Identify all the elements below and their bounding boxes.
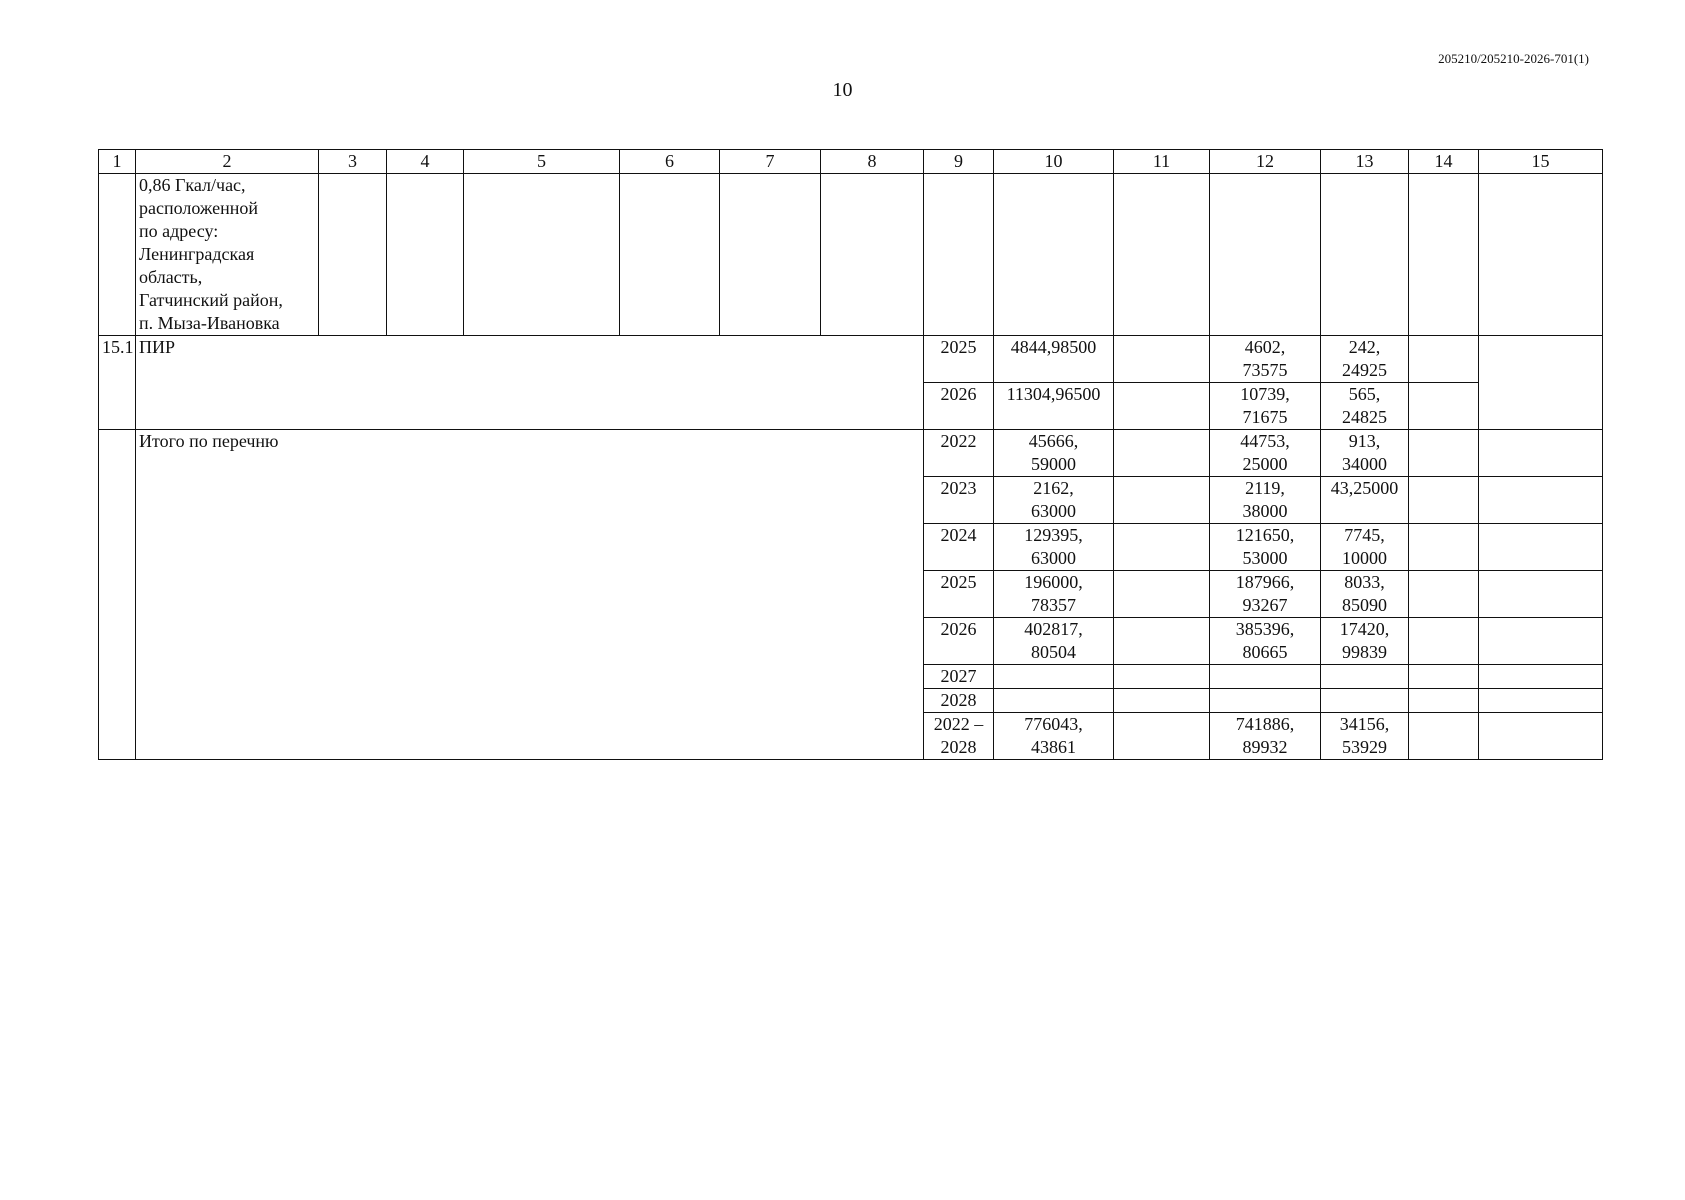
amount-cell <box>1210 571 1321 618</box>
empty-cell <box>1114 336 1210 383</box>
empty-cell <box>620 174 720 336</box>
empty-cell <box>1409 618 1479 665</box>
amount-cell-line: 24925 <box>1342 360 1387 380</box>
column-header: 11 <box>1114 150 1210 174</box>
total-amount-cell <box>994 665 1114 689</box>
total-amount-cell <box>994 571 1114 618</box>
amount-cell-line: 4602, <box>1244 337 1286 357</box>
year-cell: 2025 <box>924 336 994 383</box>
empty-cell <box>1114 477 1210 524</box>
amount-cell <box>1321 665 1409 689</box>
document-id: 205210/205210-2026-701(1) <box>1438 51 1589 66</box>
empty-cell <box>1114 430 1210 477</box>
total-amount-cell <box>994 689 1114 713</box>
object-description <box>136 174 319 336</box>
year-cell <box>924 689 994 713</box>
empty-cell <box>1114 524 1210 571</box>
column-header: 3 <box>319 150 387 174</box>
total-amount-cell-line: 63000 <box>1031 548 1076 568</box>
total-amount-cell-line: 776043, <box>1024 714 1083 734</box>
amount-cell-line: 187966, <box>1235 572 1295 592</box>
row-label: ПИР <box>136 336 924 430</box>
total-amount-cell <box>994 524 1114 571</box>
amount-cell-line: 741886, <box>1235 714 1295 734</box>
amount-cell <box>1210 665 1321 689</box>
amount-cell-line: 44753, <box>1240 431 1290 451</box>
column-header: 14 <box>1409 150 1479 174</box>
column-header: 8 <box>821 150 924 174</box>
empty-cell <box>1321 174 1409 336</box>
amount-cell <box>1321 618 1409 665</box>
total-amount-cell-line: 402817, <box>1024 619 1083 639</box>
column-header: 12 <box>1210 150 1321 174</box>
empty-cell <box>1409 430 1479 477</box>
object-description-line: расположенной <box>139 198 258 218</box>
amount-cell-line: 385396, <box>1235 619 1295 639</box>
total-amount-cell <box>994 430 1114 477</box>
year-cell <box>924 713 994 760</box>
column-header: 9 <box>924 150 994 174</box>
empty-cell <box>99 174 136 336</box>
amount-cell-line: 71675 <box>1242 407 1288 427</box>
table-row <box>99 336 1603 383</box>
amount-cell-line: 25000 <box>1242 454 1288 474</box>
year-cell <box>924 430 994 477</box>
amount-cell <box>1210 618 1321 665</box>
total-amount-cell-line: 2162, <box>1033 478 1074 498</box>
amount-cell <box>1210 383 1321 430</box>
amount-cell <box>1210 713 1321 760</box>
empty-cell <box>1210 174 1321 336</box>
page-number: 10 <box>832 79 853 101</box>
amount-cell-line: 2119, <box>1245 478 1285 498</box>
empty-cell <box>1409 524 1479 571</box>
empty-cell <box>1409 336 1479 383</box>
year-cell <box>924 524 994 571</box>
empty-cell <box>1479 524 1603 571</box>
financing-table <box>98 149 1603 760</box>
year-cell-line: 2028 <box>940 737 977 757</box>
year-cell: 2026 <box>924 383 994 430</box>
amount-cell-line: 43,25000 <box>1330 478 1399 498</box>
table-row <box>99 430 1603 477</box>
amount-cell-line: 99839 <box>1342 642 1387 662</box>
empty-cell <box>1114 618 1210 665</box>
total-amount-cell <box>994 713 1114 760</box>
amount-cell <box>1321 571 1409 618</box>
empty-cell <box>994 174 1114 336</box>
continuation-row <box>99 174 1603 336</box>
amount-cell-line: 7745, <box>1344 525 1385 545</box>
column-header: 13 <box>1321 150 1409 174</box>
empty-cell <box>1409 713 1479 760</box>
empty-cell <box>1409 174 1479 336</box>
column-header: 6 <box>620 150 720 174</box>
header-row <box>99 150 1603 174</box>
empty-cell <box>1114 383 1210 430</box>
column-header: 2 <box>136 150 319 174</box>
year-cell-line: 2026 <box>940 619 977 639</box>
amount-cell <box>1321 383 1409 430</box>
year-cell <box>924 618 994 665</box>
total-amount-cell-line: 59000 <box>1031 454 1076 474</box>
amount-cell <box>1210 336 1321 383</box>
amount-cell-line: 565, <box>1348 384 1381 404</box>
amount-cell-line: 93267 <box>1242 595 1288 615</box>
total-amount-cell-line: 129395, <box>1024 525 1083 545</box>
empty-cell <box>1114 174 1210 336</box>
empty-cell <box>821 174 924 336</box>
object-description-line: область, <box>139 267 203 287</box>
object-description-line: Гатчинский район, <box>139 290 283 310</box>
year-cell-line: 2027 <box>940 666 977 686</box>
empty-cell <box>924 174 994 336</box>
amount-cell <box>1321 430 1409 477</box>
amount-cell <box>1210 689 1321 713</box>
amount-cell-line: 80665 <box>1242 642 1288 662</box>
year-cell <box>924 477 994 524</box>
empty-cell <box>1479 618 1603 665</box>
total-amount-cell-line: 80504 <box>1031 642 1076 662</box>
column-header: 4 <box>387 150 464 174</box>
empty-cell <box>1479 430 1603 477</box>
amount-cell-line: 53000 <box>1242 548 1288 568</box>
year-cell-line: 2022 – <box>933 714 984 734</box>
amount-cell-line: 913, <box>1348 431 1381 451</box>
object-description-line: 0,86 Гкал/час, <box>139 175 246 195</box>
amount-cell <box>1210 477 1321 524</box>
column-header: 1 <box>99 150 136 174</box>
amount-cell-line: 242, <box>1348 337 1381 357</box>
empty-cell <box>319 174 387 336</box>
total-amount-cell-line: 45666, <box>1028 431 1079 451</box>
total-amount-cell <box>994 477 1114 524</box>
amount-cell-line: 53929 <box>1342 737 1387 757</box>
object-description-line: п. Мыза-Ивановка <box>139 313 280 333</box>
empty-cell <box>1479 174 1603 336</box>
amount-cell-line: 34156, <box>1339 714 1390 734</box>
amount-cell-line: 73575 <box>1242 360 1288 380</box>
empty-cell <box>1479 477 1603 524</box>
amount-cell-line: 10739, <box>1240 384 1290 404</box>
empty-cell <box>1114 689 1210 713</box>
year-cell <box>924 665 994 689</box>
total-amount-cell-line: 63000 <box>1031 501 1076 521</box>
amount-cell-line: 24825 <box>1342 407 1387 427</box>
year-cell-line: 2025 <box>940 572 977 592</box>
total-label: Итого по перечню <box>136 430 924 760</box>
empty-cell <box>1114 713 1210 760</box>
amount-cell <box>1321 336 1409 383</box>
empty-cell <box>1479 689 1603 713</box>
amount-cell <box>1321 713 1409 760</box>
year-cell-line: 2022 <box>940 431 977 451</box>
total-amount-cell-line: 43861 <box>1031 737 1076 757</box>
amount-cell <box>1321 524 1409 571</box>
empty-cell <box>1409 571 1479 618</box>
amount-cell-line: 10000 <box>1342 548 1387 568</box>
object-description-line: Ленинградская <box>139 244 255 264</box>
empty-cell <box>1479 713 1603 760</box>
column-header: 15 <box>1479 150 1603 174</box>
empty-cell <box>387 174 464 336</box>
year-cell-line: 2028 <box>940 690 977 710</box>
object-description-line: по адресу: <box>139 221 219 241</box>
amount-cell <box>1321 689 1409 713</box>
empty-cell <box>1114 571 1210 618</box>
amount-cell-line: 8033, <box>1344 572 1385 592</box>
amount-cell <box>1210 524 1321 571</box>
empty-cell <box>464 174 620 336</box>
amount-cell-line: 34000 <box>1342 454 1387 474</box>
amount-cell <box>1210 430 1321 477</box>
empty-cell <box>1409 665 1479 689</box>
empty-cell <box>1114 665 1210 689</box>
total-amount-cell: 4844,98500 <box>994 336 1114 383</box>
year-cell-line: 2023 <box>940 478 977 498</box>
empty-cell <box>1479 571 1603 618</box>
empty-cell <box>720 174 821 336</box>
total-amount-cell <box>994 618 1114 665</box>
empty-cell <box>99 430 136 760</box>
total-amount-cell-line: 78357 <box>1031 595 1076 615</box>
amount-cell-line: 121650, <box>1235 525 1295 545</box>
amount-cell-line: 89932 <box>1242 737 1288 757</box>
empty-cell <box>1479 336 1603 430</box>
row-number: 15.1 <box>99 336 136 430</box>
year-cell-line: 2024 <box>940 525 977 545</box>
year-cell <box>924 571 994 618</box>
total-amount-cell-line: 196000, <box>1024 572 1083 592</box>
amount-cell-line: 38000 <box>1242 501 1288 521</box>
amount-cell-line: 85090 <box>1342 595 1387 615</box>
column-header: 10 <box>994 150 1114 174</box>
amount-cell-line: 17420, <box>1339 619 1390 639</box>
empty-cell <box>1409 477 1479 524</box>
empty-cell <box>1409 689 1479 713</box>
amount-cell <box>1321 477 1409 524</box>
total-amount-cell: 11304,96500 <box>994 383 1114 430</box>
empty-cell <box>1409 383 1479 430</box>
column-header: 7 <box>720 150 821 174</box>
empty-cell <box>1479 665 1603 689</box>
column-header: 5 <box>464 150 620 174</box>
